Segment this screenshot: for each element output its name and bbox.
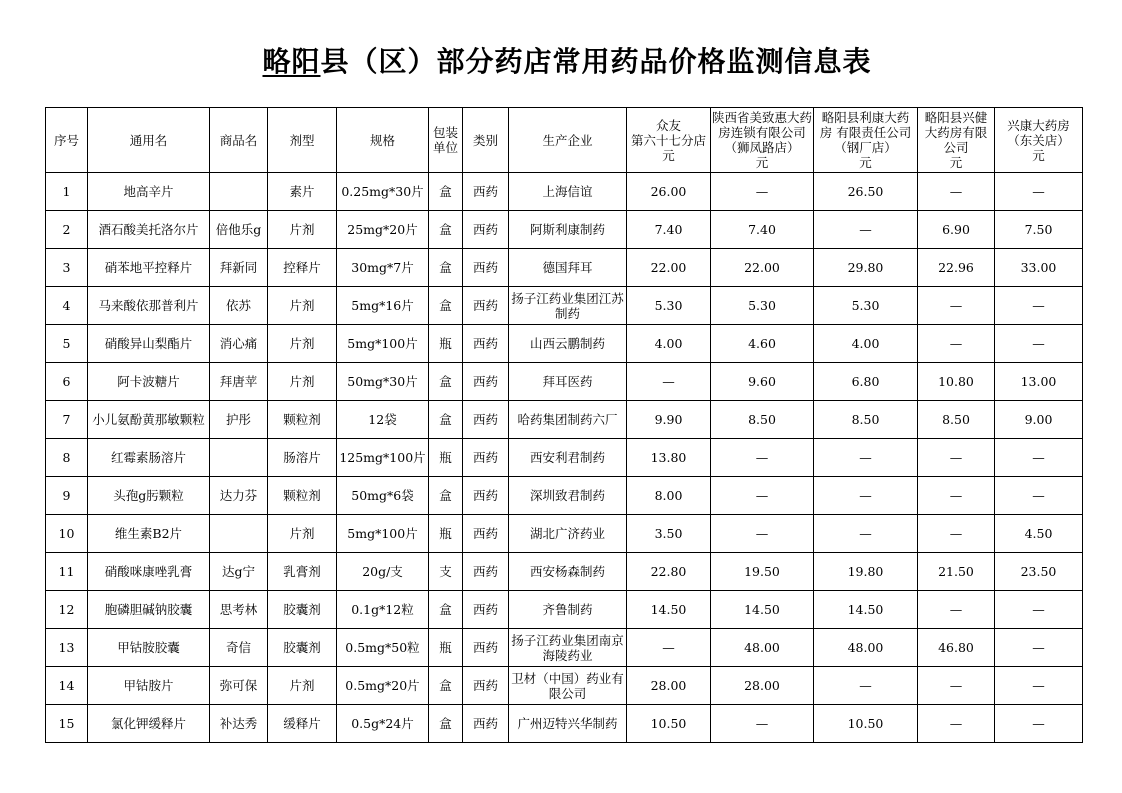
col-index-cell: 12: [46, 591, 88, 629]
table-row: [46, 629, 1083, 667]
col-price-xingjian-cell: 46.80: [918, 629, 995, 667]
col-trade-name-cell: 达力芬: [210, 477, 268, 515]
header-generic-name: 通用名: [88, 108, 210, 173]
col-price-meizhihui-cell: 4.60: [711, 325, 814, 363]
col-price-zhongyou-cell: —: [627, 629, 711, 667]
col-price-xingkang-cell: 23.50: [995, 553, 1083, 591]
col-price-xingkang-cell: —: [995, 705, 1083, 743]
col-index-cell: 13: [46, 629, 88, 667]
col-trade-name-cell: 弥可保: [210, 667, 268, 705]
col-price-meizhihui-cell: 5.30: [711, 287, 814, 325]
col-dosage-form-cell: 片剂: [268, 325, 337, 363]
table-row: [46, 173, 1083, 211]
col-spec-cell: 0.5mg*20片: [337, 667, 429, 705]
col-package-unit-cell: 盒: [429, 705, 463, 743]
col-price-xingkang-cell: 33.00: [995, 249, 1083, 287]
col-category-cell: 西药: [463, 629, 509, 667]
col-generic-name-cell: 氯化钾缓释片: [88, 705, 210, 743]
col-generic-name-cell: 阿卡波糖片: [88, 363, 210, 401]
col-package-unit-cell: 瓶: [429, 439, 463, 477]
col-price-xingkang-cell: —: [995, 439, 1083, 477]
col-category-cell: 西药: [463, 211, 509, 249]
col-price-likang-cell: —: [814, 477, 918, 515]
col-trade-name-cell: [210, 515, 268, 553]
col-category-cell: 西药: [463, 515, 509, 553]
table-row: [46, 401, 1083, 439]
col-price-likang-cell: 4.00: [814, 325, 918, 363]
col-generic-name-cell: 硝苯地平控释片: [88, 249, 210, 287]
header-category: 类别: [463, 108, 509, 173]
header-price-xingkang: 兴康大药房 （东关店） 元: [995, 108, 1083, 173]
table-row: [46, 439, 1083, 477]
header-manufacturer: 生产企业: [509, 108, 627, 173]
table-row: [46, 211, 1083, 249]
col-generic-name-cell: 硝酸异山梨酯片: [88, 325, 210, 363]
county-name: 略阳: [262, 45, 321, 78]
col-price-zhongyou-cell: 4.00: [627, 325, 711, 363]
col-price-meizhihui-cell: —: [711, 439, 814, 477]
header-package-unit: 包装 单位: [429, 108, 463, 173]
col-category-cell: 西药: [463, 553, 509, 591]
col-spec-cell: 25mg*20片: [337, 211, 429, 249]
col-spec-cell: 5mg*100片: [337, 325, 429, 363]
col-index-cell: 5: [46, 325, 88, 363]
header-spec: 规格: [337, 108, 429, 173]
col-category-cell: 西药: [463, 173, 509, 211]
col-price-likang-cell: 10.50: [814, 705, 918, 743]
col-package-unit-cell: 盒: [429, 287, 463, 325]
col-price-xingkang-cell: 7.50: [995, 211, 1083, 249]
col-price-likang-cell: —: [814, 515, 918, 553]
col-dosage-form-cell: 控释片: [268, 249, 337, 287]
col-spec-cell: 5mg*16片: [337, 287, 429, 325]
col-generic-name-cell: 硝酸咪康唑乳膏: [88, 553, 210, 591]
col-spec-cell: 0.1g*12粒: [337, 591, 429, 629]
col-package-unit-cell: 支: [429, 553, 463, 591]
col-dosage-form-cell: 片剂: [268, 667, 337, 705]
col-manufacturer-cell: 德国拜耳: [509, 249, 627, 287]
col-price-xingkang-cell: 9.00: [995, 401, 1083, 439]
col-manufacturer-cell: 扬子江药业集团南京 海陵药业: [509, 629, 627, 667]
table-row: [46, 325, 1083, 363]
col-price-zhongyou-cell: 28.00: [627, 667, 711, 705]
col-category-cell: 西药: [463, 705, 509, 743]
col-price-likang-cell: —: [814, 667, 918, 705]
col-manufacturer-cell: 广州迈特兴华制药: [509, 705, 627, 743]
col-category-cell: 西药: [463, 591, 509, 629]
col-price-xingkang-cell: —: [995, 477, 1083, 515]
col-manufacturer-cell: 卫材（中国）药业有 限公司: [509, 667, 627, 705]
header-dosage-form: 剂型: [268, 108, 337, 173]
col-trade-name-cell: 思考林: [210, 591, 268, 629]
col-price-likang-cell: 19.80: [814, 553, 918, 591]
col-price-meizhihui-cell: 14.50: [711, 591, 814, 629]
col-price-xingjian-cell: —: [918, 667, 995, 705]
col-spec-cell: 30mg*7片: [337, 249, 429, 287]
col-trade-name-cell: 倍他乐g: [210, 211, 268, 249]
col-index-cell: 2: [46, 211, 88, 249]
col-spec-cell: 12袋: [337, 401, 429, 439]
col-price-xingjian-cell: 8.50: [918, 401, 995, 439]
col-spec-cell: 5mg*100片: [337, 515, 429, 553]
col-price-xingkang-cell: 4.50: [995, 515, 1083, 553]
col-price-xingkang-cell: —: [995, 287, 1083, 325]
col-price-xingjian-cell: 21.50: [918, 553, 995, 591]
col-generic-name-cell: 酒石酸美托洛尔片: [88, 211, 210, 249]
col-dosage-form-cell: 乳膏剂: [268, 553, 337, 591]
col-price-zhongyou-cell: 22.80: [627, 553, 711, 591]
col-price-xingjian-cell: —: [918, 173, 995, 211]
col-spec-cell: 50mg*6袋: [337, 477, 429, 515]
col-manufacturer-cell: 山西云鹏制药: [509, 325, 627, 363]
col-price-zhongyou-cell: 3.50: [627, 515, 711, 553]
col-package-unit-cell: 盒: [429, 363, 463, 401]
col-trade-name-cell: 拜唐苹: [210, 363, 268, 401]
col-trade-name-cell: 达g宁: [210, 553, 268, 591]
col-index-cell: 7: [46, 401, 88, 439]
col-price-zhongyou-cell: 10.50: [627, 705, 711, 743]
col-price-meizhihui-cell: 19.50: [711, 553, 814, 591]
col-generic-name-cell: 胞磷胆碱钠胶囊: [88, 591, 210, 629]
col-spec-cell: 0.5mg*50粒: [337, 629, 429, 667]
table-row: [46, 249, 1083, 287]
col-spec-cell: 20g/支: [337, 553, 429, 591]
col-generic-name-cell: 小儿氨酚黄那敏颗粒: [88, 401, 210, 439]
col-spec-cell: 125mg*100片: [337, 439, 429, 477]
col-category-cell: 西药: [463, 401, 509, 439]
header-price-likang: 略阳县利康大药 房 有限责任公司 （钢厂店） 元: [814, 108, 918, 173]
col-dosage-form-cell: 胶囊剂: [268, 591, 337, 629]
col-spec-cell: 0.25mg*30片: [337, 173, 429, 211]
col-price-xingjian-cell: —: [918, 325, 995, 363]
col-package-unit-cell: 盒: [429, 477, 463, 515]
col-trade-name-cell: 依苏: [210, 287, 268, 325]
col-price-likang-cell: 14.50: [814, 591, 918, 629]
col-category-cell: 西药: [463, 249, 509, 287]
col-price-meizhihui-cell: —: [711, 705, 814, 743]
col-dosage-form-cell: 片剂: [268, 363, 337, 401]
col-index-cell: 9: [46, 477, 88, 515]
col-generic-name-cell: 红霉素肠溶片: [88, 439, 210, 477]
col-package-unit-cell: 盒: [429, 173, 463, 211]
col-index-cell: 14: [46, 667, 88, 705]
col-dosage-form-cell: 肠溶片: [268, 439, 337, 477]
header-price-xingjian: 略阳县兴健 大药房有限 公司 元: [918, 108, 995, 173]
col-dosage-form-cell: 颗粒剂: [268, 401, 337, 439]
col-price-xingkang-cell: —: [995, 667, 1083, 705]
col-price-xingjian-cell: —: [918, 477, 995, 515]
col-dosage-form-cell: 素片: [268, 173, 337, 211]
col-price-xingkang-cell: —: [995, 591, 1083, 629]
col-price-meizhihui-cell: 9.60: [711, 363, 814, 401]
col-price-xingjian-cell: —: [918, 439, 995, 477]
col-price-likang-cell: 26.50: [814, 173, 918, 211]
col-price-zhongyou-cell: 7.40: [627, 211, 711, 249]
col-trade-name-cell: 奇信: [210, 629, 268, 667]
col-index-cell: 1: [46, 173, 88, 211]
col-price-zhongyou-cell: 5.30: [627, 287, 711, 325]
col-manufacturer-cell: 西安杨森制药: [509, 553, 627, 591]
col-package-unit-cell: 盒: [429, 249, 463, 287]
header-price-meizhihui: 陕西省美致惠大药 房连锁有限公司 （狮凤路店） 元: [711, 108, 814, 173]
col-price-meizhihui-cell: 22.00: [711, 249, 814, 287]
col-index-cell: 10: [46, 515, 88, 553]
col-price-meizhihui-cell: —: [711, 515, 814, 553]
table-row: [46, 591, 1083, 629]
col-index-cell: 4: [46, 287, 88, 325]
col-price-likang-cell: 48.00: [814, 629, 918, 667]
col-dosage-form-cell: 胶囊剂: [268, 629, 337, 667]
col-price-xingkang-cell: —: [995, 173, 1083, 211]
col-price-meizhihui-cell: —: [711, 477, 814, 515]
col-price-xingjian-cell: —: [918, 591, 995, 629]
table-row: [46, 553, 1083, 591]
col-index-cell: 6: [46, 363, 88, 401]
col-manufacturer-cell: 阿斯利康制药: [509, 211, 627, 249]
col-price-zhongyou-cell: —: [627, 363, 711, 401]
col-trade-name-cell: 拜新同: [210, 249, 268, 287]
col-index-cell: 11: [46, 553, 88, 591]
col-spec-cell: 50mg*30片: [337, 363, 429, 401]
col-price-zhongyou-cell: 8.00: [627, 477, 711, 515]
col-price-likang-cell: 6.80: [814, 363, 918, 401]
col-price-zhongyou-cell: 14.50: [627, 591, 711, 629]
col-price-zhongyou-cell: 9.90: [627, 401, 711, 439]
col-package-unit-cell: 瓶: [429, 325, 463, 363]
col-generic-name-cell: 头孢g肟颗粒: [88, 477, 210, 515]
col-price-meizhihui-cell: 48.00: [711, 629, 814, 667]
col-trade-name-cell: [210, 173, 268, 211]
col-dosage-form-cell: 片剂: [268, 515, 337, 553]
col-price-xingkang-cell: 13.00: [995, 363, 1083, 401]
col-price-likang-cell: 5.30: [814, 287, 918, 325]
col-spec-cell: 0.5g*24片: [337, 705, 429, 743]
col-package-unit-cell: 盒: [429, 591, 463, 629]
col-generic-name-cell: 甲钴胺胶囊: [88, 629, 210, 667]
col-price-likang-cell: 8.50: [814, 401, 918, 439]
col-dosage-form-cell: 片剂: [268, 211, 337, 249]
col-trade-name-cell: 消心痛: [210, 325, 268, 363]
col-price-xingjian-cell: 22.96: [918, 249, 995, 287]
col-category-cell: 西药: [463, 477, 509, 515]
col-package-unit-cell: 盒: [429, 667, 463, 705]
col-price-meizhihui-cell: 7.40: [711, 211, 814, 249]
col-trade-name-cell: [210, 439, 268, 477]
col-price-meizhihui-cell: 28.00: [711, 667, 814, 705]
col-package-unit-cell: 瓶: [429, 515, 463, 553]
col-price-meizhihui-cell: 8.50: [711, 401, 814, 439]
table-row: [46, 477, 1083, 515]
col-manufacturer-cell: 哈药集团制药六厂: [509, 401, 627, 439]
col-package-unit-cell: 瓶: [429, 629, 463, 667]
header-index: 序号: [46, 108, 88, 173]
col-trade-name-cell: 补达秀: [210, 705, 268, 743]
col-package-unit-cell: 盒: [429, 211, 463, 249]
col-index-cell: 15: [46, 705, 88, 743]
col-price-xingjian-cell: 6.90: [918, 211, 995, 249]
col-category-cell: 西药: [463, 667, 509, 705]
col-price-zhongyou-cell: 13.80: [627, 439, 711, 477]
col-package-unit-cell: 盒: [429, 401, 463, 439]
col-price-zhongyou-cell: 26.00: [627, 173, 711, 211]
title-text: 县（区）部分药店常用药品价格监测信息表: [320, 45, 872, 78]
header-price-zhongyou: 众友 第六十七分店 元: [627, 108, 711, 173]
col-price-xingjian-cell: —: [918, 515, 995, 553]
col-price-xingkang-cell: —: [995, 629, 1083, 667]
col-dosage-form-cell: 缓释片: [268, 705, 337, 743]
col-price-likang-cell: —: [814, 439, 918, 477]
col-price-likang-cell: —: [814, 211, 918, 249]
col-price-meizhihui-cell: —: [711, 173, 814, 211]
col-generic-name-cell: 地高辛片: [88, 173, 210, 211]
table-row: [46, 363, 1083, 401]
table-row: [46, 667, 1083, 705]
col-dosage-form-cell: 片剂: [268, 287, 337, 325]
header-trade-name: 商品名: [210, 108, 268, 173]
col-manufacturer-cell: 拜耳医药: [509, 363, 627, 401]
col-category-cell: 西药: [463, 287, 509, 325]
col-manufacturer-cell: 西安利君制药: [509, 439, 627, 477]
col-price-zhongyou-cell: 22.00: [627, 249, 711, 287]
col-category-cell: 西药: [463, 439, 509, 477]
col-manufacturer-cell: 上海信谊: [509, 173, 627, 211]
col-generic-name-cell: 马来酸依那普利片: [88, 287, 210, 325]
col-price-xingjian-cell: —: [918, 287, 995, 325]
col-index-cell: 3: [46, 249, 88, 287]
col-price-xingjian-cell: —: [918, 705, 995, 743]
page-title: [0, 40, 1122, 80]
col-trade-name-cell: 护彤: [210, 401, 268, 439]
col-price-xingkang-cell: —: [995, 325, 1083, 363]
col-dosage-form-cell: 颗粒剂: [268, 477, 337, 515]
col-category-cell: 西药: [463, 325, 509, 363]
col-manufacturer-cell: 扬子江药业集团江苏 制药: [509, 287, 627, 325]
col-generic-name-cell: 甲钴胺片: [88, 667, 210, 705]
price-table: [45, 107, 1083, 743]
col-generic-name-cell: 维生素B2片: [88, 515, 210, 553]
table-row: [46, 287, 1083, 325]
col-manufacturer-cell: 深圳致君制药: [509, 477, 627, 515]
col-price-xingjian-cell: 10.80: [918, 363, 995, 401]
col-price-likang-cell: 29.80: [814, 249, 918, 287]
col-index-cell: 8: [46, 439, 88, 477]
col-manufacturer-cell: 湖北广济药业: [509, 515, 627, 553]
table-row: [46, 515, 1083, 553]
col-category-cell: 西药: [463, 363, 509, 401]
header-row: [46, 108, 1083, 173]
table-row: [46, 705, 1083, 743]
col-manufacturer-cell: 齐鲁制药: [509, 591, 627, 629]
